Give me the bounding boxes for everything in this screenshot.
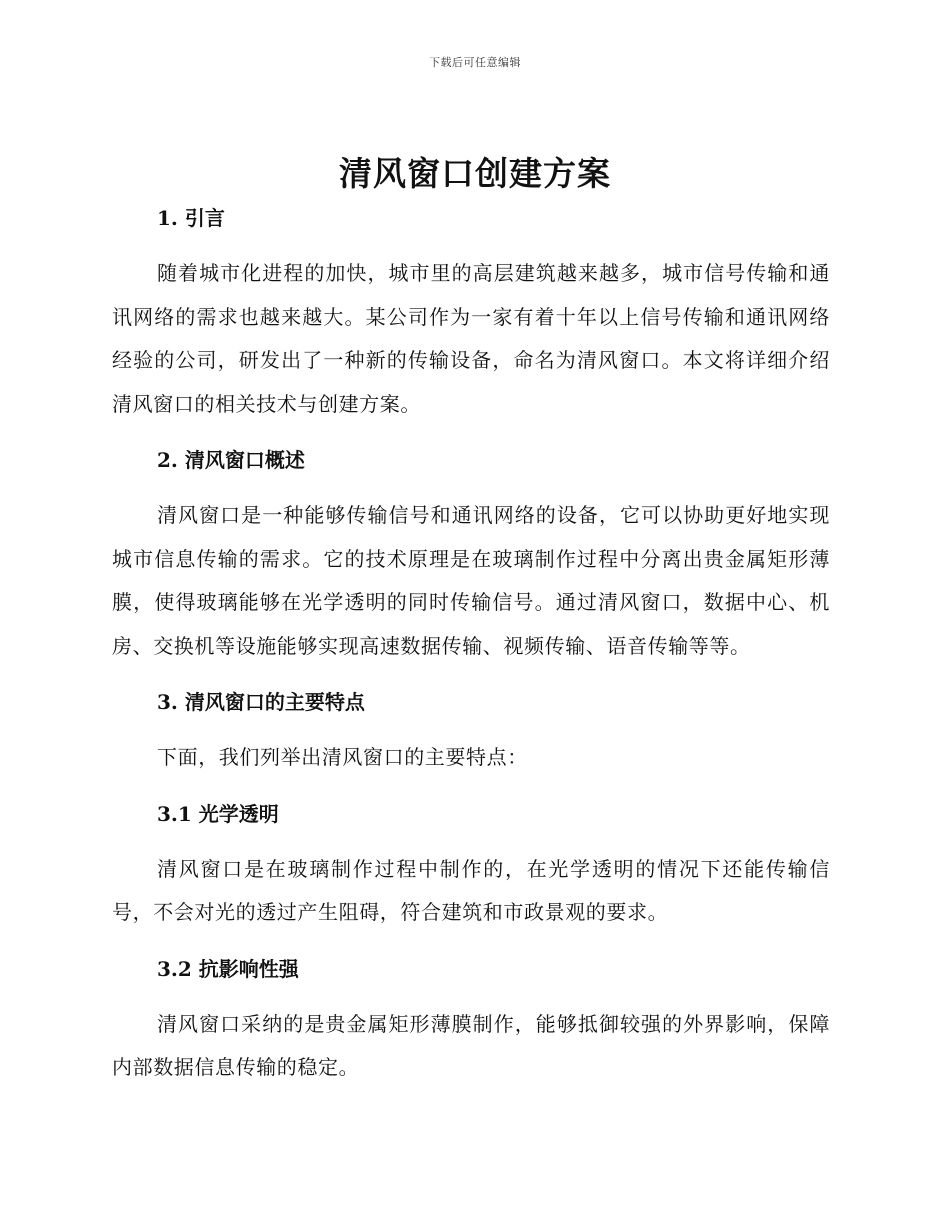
header-note: 下载后可任意编辑 (429, 56, 521, 69)
section-paragraph-optical: 清风窗口是在玻璃制作过程中制作的，在光学透明的情况下还能传输信号，不会对光的透过产生阻碍，符合建筑和市政景观的要求。 (112, 856, 830, 924)
document-title: 清风窗口创建方案 (339, 154, 611, 193)
section-heading-optical: 3.1 光学透明 (157, 801, 279, 826)
section-heading-overview: 2. 清风窗口概述 (157, 448, 305, 472)
section-heading-features: 3. 清风窗口的主要特点 (157, 690, 365, 714)
section-paragraph-features: 下面，我们列举出清风窗口的主要特点： (157, 745, 528, 769)
section-heading-resistance: 3.2 抗影响性强 (157, 956, 299, 981)
section-heading-intro: 1. 引言 (157, 206, 225, 230)
section-paragraph-overview: 清风窗口是一种能够传输信号和通讯网络的设备，它可以协助更好地实现城市信息传输的需求。它的技术原理是在玻璃制作过程中分离出贵金属矩形薄膜，使得玻璃能够在光学透明的同时传输信号。通过清风窗口，数据中心、机房、交换机等设施能够实现高速数据传输、视频传输、语音传输等等。 (112, 503, 830, 658)
section-paragraph-resistance: 清风窗口采纳的是贵金属矩形薄膜制作，能够抵御较强的外界影响，保障内部数据信息传输的稳定。 (112, 1011, 830, 1079)
section-paragraph-intro: 随着城市化进程的加快，城市里的高层建筑越来越多，城市信号传输和通讯网络的需求也越来越大。某公司作为一家有着十年以上信号传输和通讯网络经验的公司，研发出了一种新的传输设备，命名为清风窗口。本文将详细介绍清风窗口的相关技术与创建方案。 (112, 261, 830, 416)
document-body (112, 200, 830, 1090)
